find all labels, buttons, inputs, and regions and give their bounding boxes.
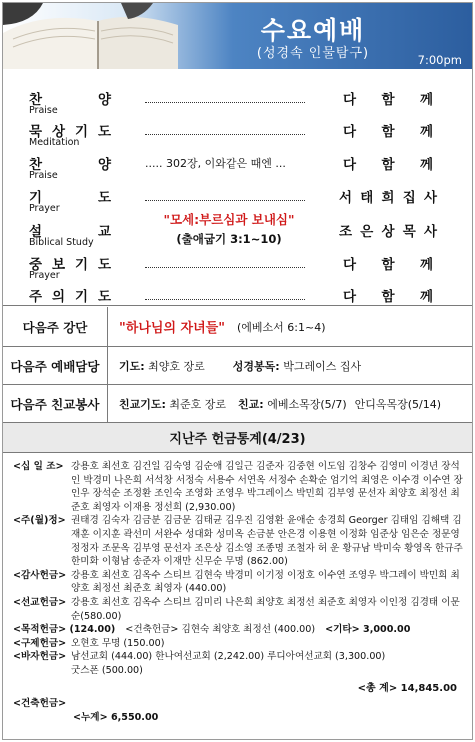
order-item-leader: 조 은 상 목 사 [339,224,437,240]
hymn-number: ..... 302장, 이와같은 때엔 ... [145,157,286,170]
next-service-label: 다음주 예배담당 [3,347,108,384]
fellowship-group-2: 안디옥목장(5/14) [354,397,442,411]
offering-names: 오현호 무명 (150.00) [71,637,165,649]
order-item-title: 중 보 기 도 [29,257,111,273]
prayer-label: 기도: [119,359,145,373]
order-item-leader: 다 함 께 [343,92,433,108]
offering-key: <선교헌금> [13,596,67,608]
offering-category [13,569,465,596]
order-item-leader: 다 함 께 [343,289,433,305]
order-item-title: 설 교 [29,224,111,240]
building-fund-cumulative: <누계> 6,550.00 [73,712,159,723]
offering-key: <구제헌금> [13,637,67,649]
offering-category [13,650,465,677]
prayer-name: 최양호 장로 [148,359,205,373]
offering-category [13,460,465,514]
order-item-english: Prayer [29,203,60,214]
building-fund-key: <건축헌금> [13,698,67,709]
service-subtitle: (성경속 인물탐구) [256,46,370,61]
building-offering: <건축헌금> 김현숙 최양호 최정선 (400.00) [125,624,316,636]
service-time: 7:00pm [417,53,462,67]
bazaar-line-2: 굿스폰 (500.00) [71,664,143,676]
order-item-english: Prayer [29,270,60,281]
dotted-leader [145,267,305,268]
next-service-row [3,347,472,385]
dotted-leader [145,134,305,135]
next-study-label: 다음주 강단 [3,307,108,346]
order-item-english: Biblical Study [29,237,94,248]
next-fellowship-body [119,385,441,422]
other-offering: <기타> 3,000.00 [325,624,411,636]
order-item [3,275,472,306]
order-item-leader: 다 함 께 [343,257,433,273]
sermon-title: "모세:부르심과 보내심" [163,212,295,227]
offering-category [13,596,465,623]
sermon-block [145,210,313,247]
order-item-english: Praise [29,105,58,116]
offering-total: <총 계> 14,845.00 [357,682,457,694]
offering-key: <십 일 조> [13,461,64,472]
bazaar-line-1: 남선교회 (444.00) 한나여선교회 (2,242.00) 루디아여선교회 (3,300.00) [71,651,386,663]
fellowship-prayer-name: 최준호 장로 [169,397,227,411]
reading-label: 성경봉독: [232,359,280,373]
dotted-leader [145,299,305,300]
offering-names [71,650,465,677]
order-item-title: 기 도 [29,190,111,206]
fellowship-group-1: 에베소목장(5/7) [267,397,347,411]
service-title: 수요예배 [260,16,366,45]
offering-names: 강용호 최선호 김옥수 스티브 김현숙 박경미 이기정 이정호 이수연 조영우 박그레이 박민희 최양호 최정선 최준호 최영자 (440.00) [71,569,460,595]
building-fund [13,697,158,725]
offering-names: 권태경 김숙자 김금분 김금문 김태균 김우진 김영환 윤애순 송경희 Georger 김태임 김해택 김재훈 이지훈 곽선미 서완수 성대화 성미옥 손금분 안은경 이용현 이정화 임준상 임은순 정문영 정정자 조문옥 김부영 문선자 조은상 김소영 조종명 조철자 허 운 황규남 박미숙 황영옥 한규주 한미화 이형남 송준자 이재만 신무순 무명 (862.00) [71,515,463,568]
offering-names: 강용호 최선호 김건일 김숙영 김순애 김일근 김준자 김중현 이도임 김창수 김영미 이경년 장석인 박경미 나은희 서석창 서정숙 서용수 서연옥 서정수 손확순 엄기억 최영은 이수경 이수연 장인우 장석순 조정환 조인숙 조영화 조영우 박그레이스 박민희 김부영 문선자 최양호 최정선 최준호 최영자 이재용 정선희 (2,930.00) [71,461,463,513]
order-item-title: 찬 양 [29,157,111,173]
fellowship-prayer-label: 친교기도: [119,397,166,411]
order-item-title: 찬 양 [29,92,111,108]
fellowship-label: 친교: [238,397,264,411]
offering-category [13,637,465,651]
dotted-leader [145,102,305,103]
offering-inline-row [13,623,465,637]
order-item-english: Meditation [29,137,80,148]
order-item-title: 묵 상 기 도 [29,124,111,140]
bible-book-icon [3,3,178,69]
next-study-body [119,307,326,346]
dotted-leader [145,200,305,201]
next-fellowship-label: 다음주 친교봉사 [3,385,108,422]
offering-category [13,514,465,568]
offering-heading: 지난주 헌금통계(4/23) [3,423,472,453]
order-item-leader: 다 함 께 [343,124,433,140]
next-service-body [119,347,361,384]
next-study-row [3,307,472,347]
header-banner [3,3,472,69]
next-study-title: "하나님의 자녀들" [119,321,225,336]
order-item-english: Praise [29,170,58,181]
offering-key: <바자헌금> [13,651,67,663]
reading-name: 박그레이스 집사 [283,359,362,373]
next-fellowship-row [3,385,472,423]
offering-names: 강용호 최선호 김옥수 스티브 김미리 나은희 최양호 최정선 최준호 최영자 이인정 김경태 이문순(580.00) [71,596,460,622]
offering-key: <감사헌금> [13,569,67,581]
purpose-offering: <목적헌금> (124.00) [13,624,116,636]
order-item-title: 주 의 기 도 [29,289,111,305]
offering-list [13,460,465,695]
order-item-leader: 서 태 희 집 사 [339,190,437,206]
next-study-scripture: (에베소서 6:1~4) [236,320,326,334]
offering-key: <주(월)정> [13,515,66,527]
sermon-scripture: (출애굽기 3:1~10) [176,232,282,246]
order-of-worship [3,70,472,306]
order-item-leader: 다 함 께 [343,157,433,173]
